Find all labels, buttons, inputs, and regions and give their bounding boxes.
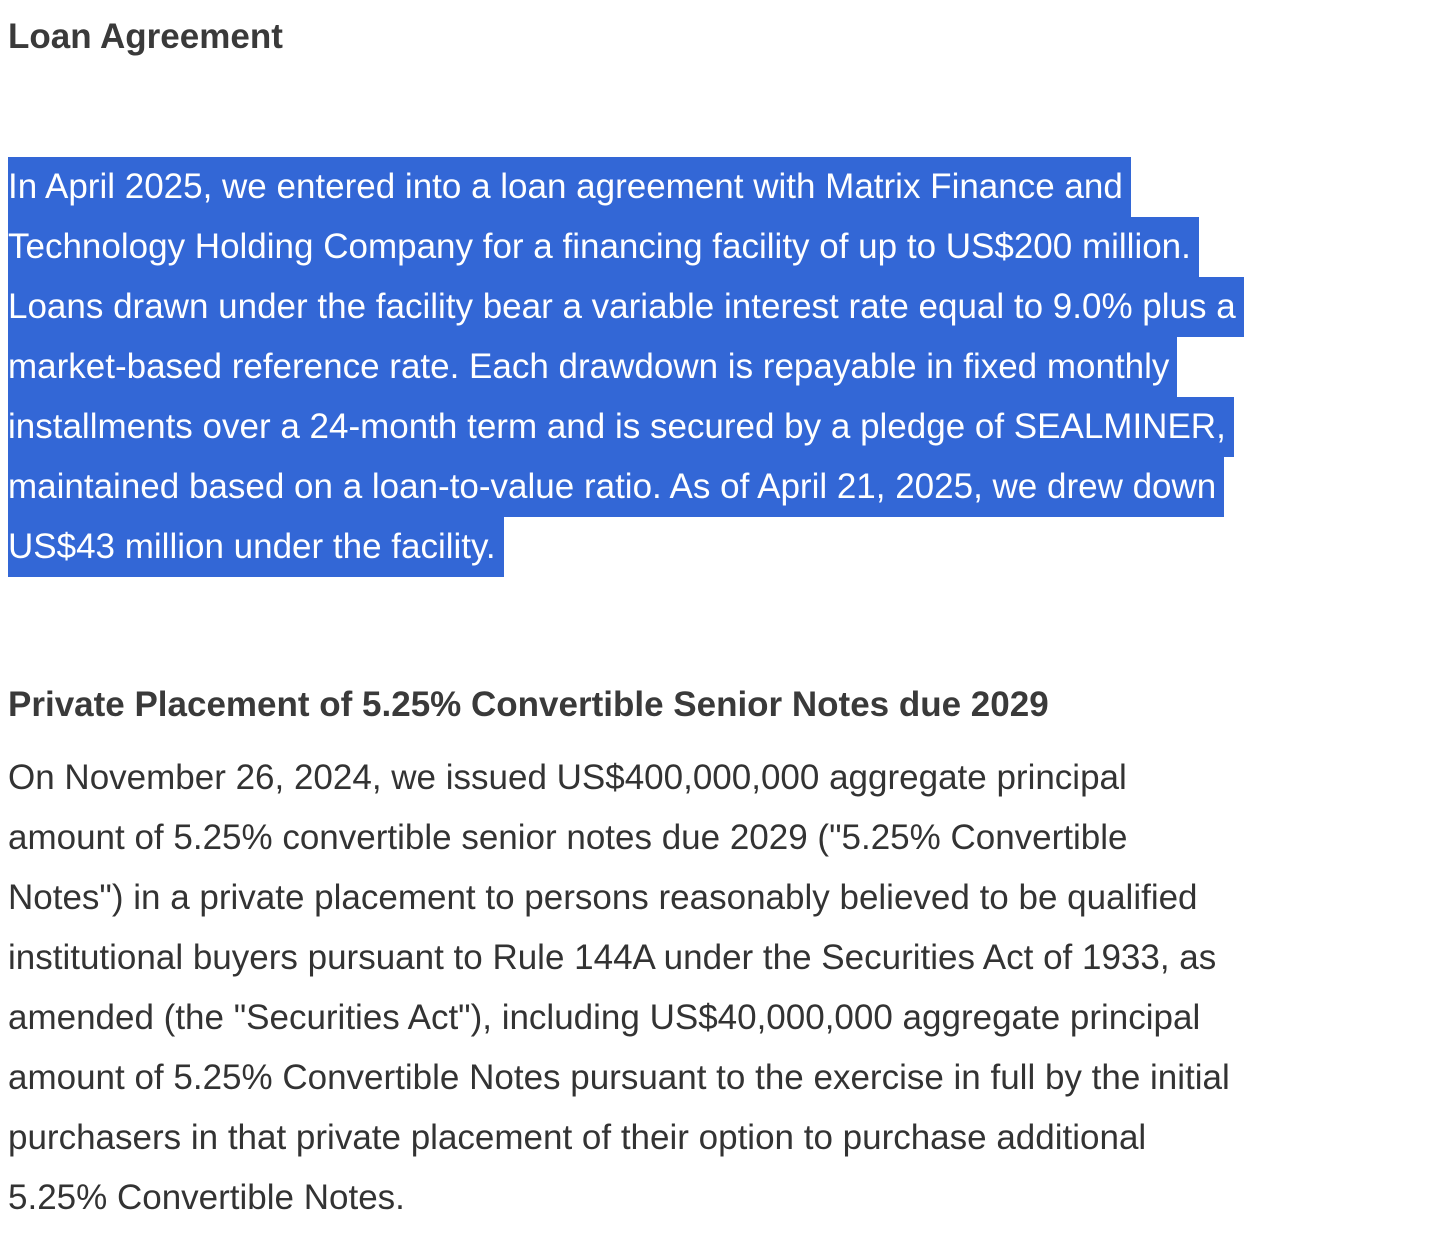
text-line [8, 517, 1244, 577]
paragraph-private-placement[interactable] [8, 748, 1230, 1228]
paragraph-loan-agreement[interactable] [8, 157, 1244, 577]
text-line [8, 457, 1244, 517]
text-line: amount of 5.25% Convertible Notes pursuant to the exercise in full by the initial [8, 1058, 1230, 1097]
text-line [8, 157, 1244, 217]
text-line [8, 337, 1244, 397]
selected-text[interactable]: installments over a 24-month term and is secured by a pledge of SEALMINER, [8, 397, 1234, 457]
text-line: Notes") in a private placement to persons reasonably believed to be qualified [8, 878, 1198, 917]
text-line: purchasers in that private placement of their option to purchase additional [8, 1118, 1147, 1157]
section-heading-loan-agreement: Loan Agreement [8, 17, 283, 56]
section-heading-private-placement: Private Placement of 5.25% Convertible Senior Notes due 2029 [8, 685, 1049, 724]
text-line: institutional buyers pursuant to Rule 144A under the Securities Act of 1933, as [8, 938, 1217, 977]
selected-text[interactable]: market-based reference rate. Each drawdown is repayable in fixed monthly [8, 337, 1177, 397]
text-line: amount of 5.25% convertible senior notes due 2029 ("5.25% Convertible [8, 818, 1128, 857]
text-line: amended (the "Securities Act"), including US$40,000,000 aggregate principal [8, 998, 1201, 1037]
text-line [8, 217, 1244, 277]
selected-text[interactable]: In April 2025, we entered into a loan agreement with Matrix Finance and [8, 157, 1131, 217]
text-line: 5.25% Convertible Notes. [8, 1178, 405, 1217]
selected-text[interactable]: Technology Holding Company for a financing facility of up to US$200 million. [8, 217, 1199, 277]
selected-text[interactable]: US$43 million under the facility. [8, 517, 504, 577]
text-line [8, 277, 1244, 337]
selected-text[interactable]: Loans drawn under the facility bear a variable interest rate equal to 9.0% plus a [8, 277, 1244, 337]
selected-text[interactable]: maintained based on a loan-to-value ratio. As of April 21, 2025, we drew down [8, 457, 1224, 517]
text-line [8, 397, 1244, 457]
text-line: On November 26, 2024, we issued US$400,000,000 aggregate principal [8, 758, 1127, 797]
